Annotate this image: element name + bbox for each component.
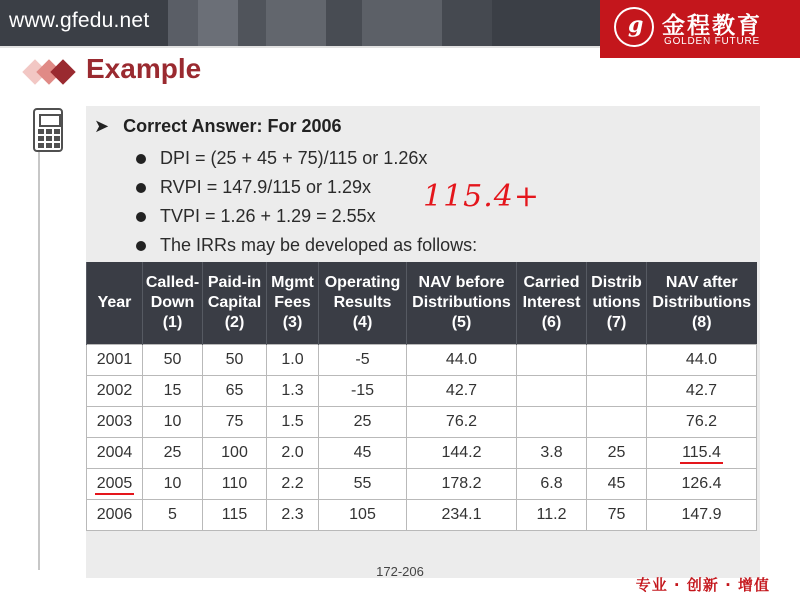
column-header: NAV after Distributions (8)	[647, 262, 757, 345]
table-row	[87, 407, 757, 438]
table-cell	[517, 407, 587, 438]
list-item: DPI = (25 + 45 + 75)/115 or 1.26x	[134, 144, 477, 173]
table-cell: 1.0	[267, 345, 319, 376]
answer-heading-text: Correct Answer: For 2006	[123, 116, 342, 136]
table-cell: 50	[203, 345, 267, 376]
table-cell: 2004	[87, 438, 143, 469]
table-cell: 76.2	[407, 407, 517, 438]
table-cell	[87, 469, 143, 500]
column-header: Year	[87, 262, 143, 345]
underlined-value: 115.4	[680, 444, 723, 464]
table-cell: 75	[587, 500, 647, 531]
underlined-value: 2005	[95, 475, 135, 495]
table-cell: 15	[143, 376, 203, 407]
table-cell: 1.5	[267, 407, 319, 438]
table-cell: 126.4	[647, 469, 757, 500]
table-cell: 25	[319, 407, 407, 438]
column-header: Operating Results (4)	[319, 262, 407, 345]
table-cell	[587, 345, 647, 376]
answer-heading	[94, 116, 342, 137]
diamond-icon	[22, 57, 82, 87]
column-header: NAV before Distributions (5)	[407, 262, 517, 345]
table-cell	[587, 376, 647, 407]
table-cell: 100	[203, 438, 267, 469]
list-item: TVPI = 1.26 + 1.29 = 2.55x	[134, 202, 477, 231]
table-cell: 2.3	[267, 500, 319, 531]
calculator-icon	[33, 108, 63, 152]
table-cell: 2006	[87, 500, 143, 531]
table-cell	[517, 345, 587, 376]
list-item: RVPI = 147.9/115 or 1.29x	[134, 173, 477, 202]
table-row	[87, 438, 757, 469]
gutter-line	[38, 150, 40, 570]
table-cell: 1.3	[267, 376, 319, 407]
table-cell: 50	[143, 345, 203, 376]
table-cell: 75	[203, 407, 267, 438]
column-header: Called- Down (1)	[143, 262, 203, 345]
table-cell: 45	[587, 469, 647, 500]
table-cell: 42.7	[647, 376, 757, 407]
table-row	[87, 469, 757, 500]
table-cell: 2003	[87, 407, 143, 438]
table-cell: 11.2	[517, 500, 587, 531]
table-cell: 3.8	[517, 438, 587, 469]
handwritten-note: 115.4+	[423, 179, 541, 214]
table-cell: 44.0	[647, 345, 757, 376]
table-cell: 44.0	[407, 345, 517, 376]
brand-seal-icon	[614, 7, 654, 47]
header-stripes	[168, 0, 618, 46]
column-header: Mgmt Fees (3)	[267, 262, 319, 345]
table-row	[87, 500, 757, 531]
table-cell: 105	[319, 500, 407, 531]
column-header: Distrib utions (7)	[587, 262, 647, 345]
table-cell: 45	[319, 438, 407, 469]
arrow-bullet-icon: ➤	[94, 116, 110, 136]
table-cell: 2001	[87, 345, 143, 376]
table-cell: 178.2	[407, 469, 517, 500]
table-cell	[647, 438, 757, 469]
table-cell	[587, 407, 647, 438]
page-number: 172-206	[376, 564, 424, 579]
brand-name-cn: 金程教育	[662, 13, 762, 39]
table-row	[87, 376, 757, 407]
table-cell: 25	[587, 438, 647, 469]
brand-name-en: GOLDEN FUTURE	[664, 36, 760, 47]
column-header: Paid-in Capital (2)	[203, 262, 267, 345]
brand-logo	[600, 0, 800, 58]
table-cell: 55	[319, 469, 407, 500]
table-cell: -15	[319, 376, 407, 407]
table-cell: 10	[143, 469, 203, 500]
table-cell: 6.8	[517, 469, 587, 500]
table-cell: 10	[143, 407, 203, 438]
table-cell: 65	[203, 376, 267, 407]
table-cell: 115	[203, 500, 267, 531]
irr-table	[86, 262, 757, 531]
column-header: Carried Interest (6)	[517, 262, 587, 345]
table-cell: 110	[203, 469, 267, 500]
table-cell: -5	[319, 345, 407, 376]
table-cell	[517, 376, 587, 407]
table-cell: 2.0	[267, 438, 319, 469]
table-cell: 147.9	[647, 500, 757, 531]
page-title: Example	[86, 53, 202, 84]
table-cell: 25	[143, 438, 203, 469]
table-cell: 2.2	[267, 469, 319, 500]
site-url[interactable]: www.gfedu.net	[9, 9, 150, 32]
table-cell: 5	[143, 500, 203, 531]
table-cell: 76.2	[647, 407, 757, 438]
table-cell: 234.1	[407, 500, 517, 531]
table-cell: 42.7	[407, 376, 517, 407]
list-item: The IRRs may be developed as follows:	[134, 231, 477, 260]
table-row	[87, 345, 757, 376]
table-cell: 144.2	[407, 438, 517, 469]
footer-slogan: 专业 · 创新 · 增值	[635, 576, 770, 594]
header-divider	[0, 46, 600, 48]
table-header-row	[87, 262, 757, 345]
table-cell: 2002	[87, 376, 143, 407]
